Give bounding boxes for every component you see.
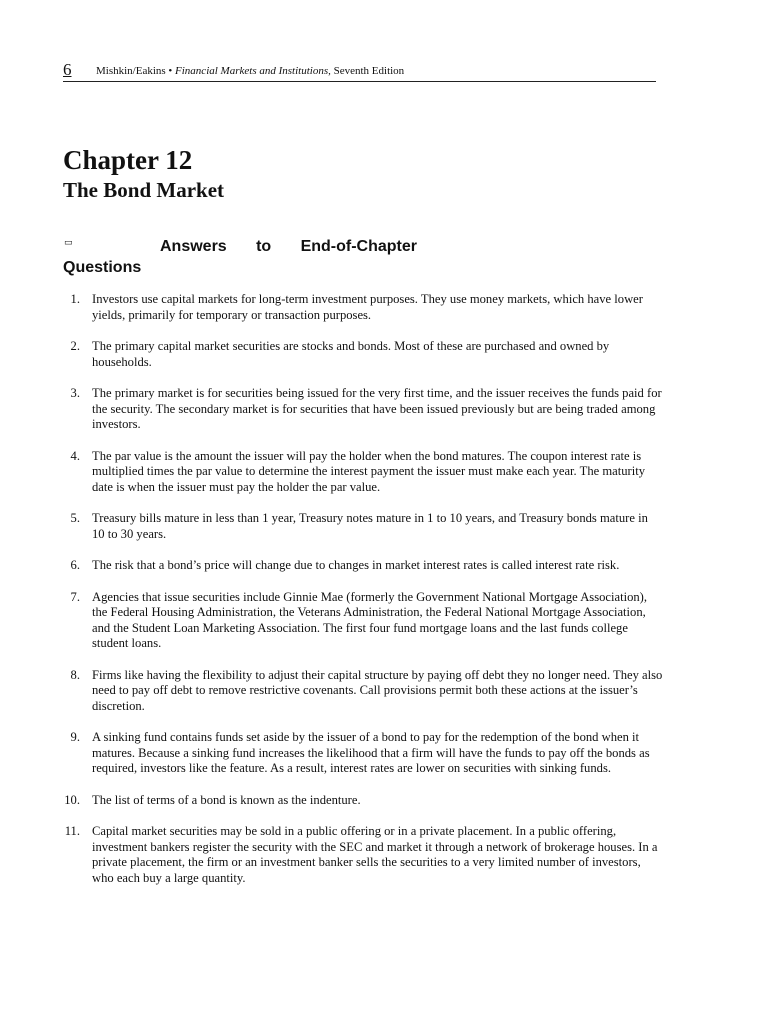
answer-text: The list of terms of a bond is known as the indenture. [92,792,361,807]
section-heading [63,236,417,278]
answer-number: 2. [70,338,80,353]
header-citation [96,65,404,78]
answer-number: 3. [70,385,80,400]
answer-item [63,824,663,886]
answer-text: The par value is the amount the issuer will pay the holder when the bond matures. The coupon interest rate is multiplied times the par value to determine the interest payment the issuer must make each year. The maturity date is when the issuer must pay the holder the par value. [92,448,646,494]
answer-number: 4. [70,448,80,463]
answer-item [63,590,663,652]
chapter-title: Chapter 12 [63,145,193,175]
answer-number: 1. [70,292,80,306]
answer-number: 9. [70,730,80,745]
answer-item [63,386,663,433]
answer-text: The primary market is for securities being issued for the very first time, and the issuer receives the funds paid for the security. The secondary market is for securities that have been issued previously but are being traded among investors. [92,385,662,432]
header-edition: Seventh Edition [333,65,405,77]
section-heading-word: End-of-Chapter [300,238,417,255]
answer-item [63,339,663,370]
header-authors: Mishkin/Eakins [96,65,166,77]
answer-text: A sinking fund contains funds set aside by the issuer of a bond to pay for the redemption of the bond when it matures. Because a sinking fund increases the likelihood that a firm will have the funds to pay off the bonds as required, investors like the feature. As a result, interest rates are lower on securities with sinking funds. [92,730,650,776]
header-separator: • [168,65,173,77]
section-heading-line-2: Questions [63,259,142,276]
answer-number: 11. [64,824,80,839]
answer-text: Capital market securities may be sold in a public offering or in a private placement. In a public offering, investment bankers register the security with the SEC and market it through a network of brokerage houses. In a private placement, the firm or an investment banker sells the securities to a very limited number of investors, who each buy a large quantity. [92,824,658,885]
page-number: 6 [63,60,72,79]
answer-text: The risk that a bond’s price will change due to changes in market interest rates is called interest rate risk. [92,558,620,573]
answer-item [63,511,663,542]
answer-number: 8. [70,667,80,682]
answer-number: 10. [64,792,80,807]
chapter-subtitle: The Bond Market [63,178,225,202]
answers-list [63,292,663,902]
answer-text: Firms like having the flexibility to adjust their capital structure by paying off debt they no longer need. They also need to pay off debt to remove restrictive covenants. Call provisions permit both these actions at the issuer’s discretion. [92,667,663,713]
answer-item [63,730,663,777]
answer-item [63,668,663,715]
answer-text: Treasury bills mature in less than 1 year, Treasury notes mature in 1 to 10 years, and Treasury bonds mature in 10 to 30 years. [92,511,648,541]
running-header [63,60,656,82]
answer-text: Investors use capital markets for long-term investment purposes. They use money markets, which have lower yields, primarily for temporary or transaction purposes. [92,292,643,322]
section-heading-line-1 [63,236,417,257]
section-marker-icon: ▭ [64,238,73,248]
section-heading-word: to [256,238,272,255]
header-book-title: Financial Markets and Institutions, [175,65,331,77]
answer-item [63,558,663,574]
answer-number: 5. [70,511,80,526]
answer-item [63,449,663,496]
answer-item [63,793,663,809]
answer-text: Agencies that issue securities include Ginnie Mae (formerly the Government National Mortgage Association), the Federal Housing Administration, the Veterans Administration, the Federal National Mortgage Association, and the Student Loan Marketing Association. The first four fund mortgage loans and the last funds college student loans. [92,589,648,651]
answer-item [63,292,663,323]
answer-number: 7. [70,589,80,604]
answer-text: The primary capital market securities are stocks and bonds. Most of these are purchased and owned by households. [92,338,610,369]
answer-number: 6. [70,558,80,573]
section-heading-word: Answers [160,238,227,255]
